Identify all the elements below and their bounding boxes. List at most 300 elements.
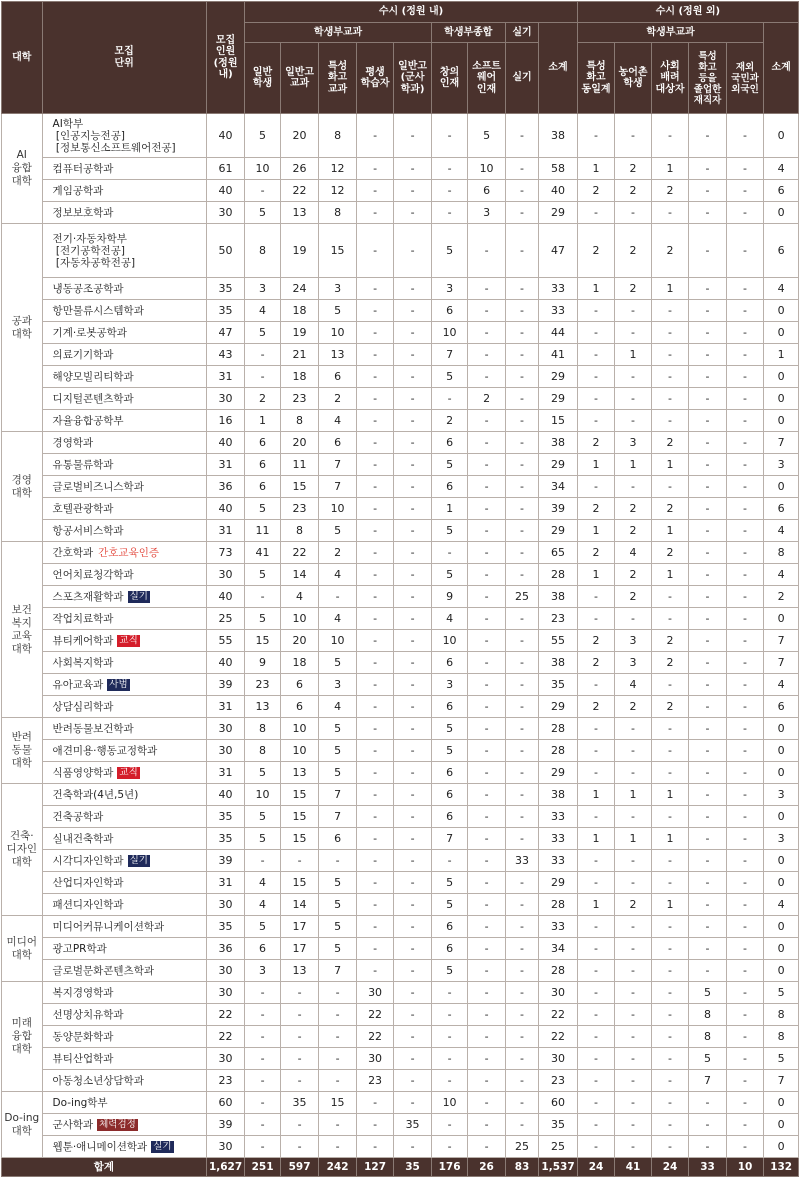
value-cell: -: [726, 542, 764, 564]
unit-badge: 실기: [129, 590, 148, 602]
value-cell: 6: [431, 652, 468, 674]
header-out-group: 수시 (정원 외): [577, 2, 798, 23]
value-cell: -: [689, 498, 727, 520]
unit-cell: [42, 498, 206, 520]
value-cell: -: [689, 608, 727, 630]
quota-cell: 60: [206, 1092, 245, 1114]
value-cell: -: [689, 762, 727, 784]
value-cell: -: [394, 344, 432, 366]
header-out-gyogwa: 학생부교과: [577, 23, 764, 43]
value-cell: -: [615, 916, 652, 938]
value-cell: -: [577, 740, 615, 762]
value-cell: -: [726, 608, 764, 630]
value-cell: -: [356, 1092, 394, 1114]
unit-name-line: 유아교육과 사범: [52, 678, 128, 691]
value-cell: 0: [764, 806, 799, 828]
value-cell: 35: [280, 1092, 319, 1114]
value-cell: 2: [577, 498, 615, 520]
value-cell: 23: [280, 388, 319, 410]
unit-name-line: 전기·자동차학부: [52, 232, 127, 245]
unit-name-line: 상담심리학과: [52, 700, 114, 713]
value-cell: 20: [280, 432, 319, 454]
value-cell: 5: [319, 520, 357, 542]
unit-name-line: 산업디자인학과: [52, 876, 124, 889]
quota-cell: 55: [206, 630, 245, 652]
value-cell: -: [689, 740, 727, 762]
unit-cell: [42, 872, 206, 894]
value-cell: -: [689, 542, 727, 564]
value-cell: -: [394, 432, 432, 454]
value-cell: -: [468, 344, 506, 366]
value-cell: -: [431, 1114, 468, 1136]
value-cell: -: [726, 180, 764, 202]
value-cell: 28: [539, 564, 578, 586]
value-cell: 8: [280, 520, 319, 542]
value-cell: 1: [651, 520, 689, 542]
unit-cell: [42, 432, 206, 454]
value-cell: 12: [319, 158, 357, 180]
value-cell: -: [394, 762, 432, 784]
value-cell: -: [689, 586, 727, 608]
quota-cell: 30: [206, 1048, 245, 1070]
value-cell: -: [651, 982, 689, 1004]
unit-cell: [42, 806, 206, 828]
value-cell: -: [356, 278, 394, 300]
quota-cell: 16: [206, 410, 245, 432]
value-cell: 26: [280, 158, 319, 180]
value-cell: -: [505, 180, 538, 202]
unit-name-line: [자동차공학전공]: [52, 256, 136, 269]
value-cell: 5: [431, 366, 468, 388]
value-cell: -: [245, 1092, 280, 1114]
value-cell: -: [651, 938, 689, 960]
value-cell: -: [577, 762, 615, 784]
value-cell: -: [394, 586, 432, 608]
value-cell: 2: [577, 224, 615, 278]
value-cell: -: [577, 916, 615, 938]
unit-cell: [42, 180, 206, 202]
total-quota: 1,627: [206, 1158, 245, 1177]
table-row: [2, 718, 799, 740]
value-cell: -: [356, 894, 394, 916]
value-cell: 5: [319, 894, 357, 916]
value-cell: 10: [319, 498, 357, 520]
value-cell: 3: [245, 278, 280, 300]
value-cell: 1: [615, 828, 652, 850]
value-cell: -: [651, 1070, 689, 1092]
quota-cell: 31: [206, 520, 245, 542]
header-col: 특성 화고 교과: [319, 43, 357, 114]
quota-cell: 31: [206, 762, 245, 784]
value-cell: -: [577, 410, 615, 432]
value-cell: -: [280, 1114, 319, 1136]
table-row: [2, 300, 799, 322]
value-cell: -: [356, 344, 394, 366]
value-cell: -: [726, 388, 764, 410]
value-cell: 1: [577, 158, 615, 180]
value-cell: -: [394, 960, 432, 982]
value-cell: -: [689, 432, 727, 454]
table-row: [2, 740, 799, 762]
value-cell: 22: [539, 1004, 578, 1026]
value-cell: 0: [764, 608, 799, 630]
value-cell: -: [689, 696, 727, 718]
value-cell: -: [505, 1048, 538, 1070]
value-cell: 8: [319, 114, 357, 158]
table-row: [2, 366, 799, 388]
header-col: 일반 학생: [245, 43, 280, 114]
value-cell: -: [394, 476, 432, 498]
table-row: [2, 520, 799, 542]
value-cell: 8: [245, 718, 280, 740]
value-cell: -: [689, 938, 727, 960]
unit-name-line: AI학부: [52, 117, 84, 130]
value-cell: -: [356, 740, 394, 762]
value-cell: -: [505, 894, 538, 916]
value-cell: -: [431, 1026, 468, 1048]
value-cell: 3: [615, 652, 652, 674]
value-cell: 4: [245, 300, 280, 322]
value-cell: -: [615, 608, 652, 630]
value-cell: 1: [615, 344, 652, 366]
unit-name-line: 뷰티산업학과: [52, 1052, 114, 1065]
value-cell: 33: [539, 806, 578, 828]
value-cell: 33: [505, 850, 538, 872]
value-cell: -: [689, 894, 727, 916]
value-cell: 4: [319, 410, 357, 432]
table-row: [2, 1070, 799, 1092]
value-cell: 5: [431, 520, 468, 542]
value-cell: -: [615, 762, 652, 784]
value-cell: 10: [280, 608, 319, 630]
value-cell: -: [651, 718, 689, 740]
value-cell: -: [615, 300, 652, 322]
value-cell: -: [356, 432, 394, 454]
value-cell: 7: [319, 454, 357, 476]
value-cell: -: [319, 1004, 357, 1026]
unit-name-line: 해양모빌리티학과: [52, 370, 134, 383]
value-cell: 10: [431, 1092, 468, 1114]
value-cell: 6: [431, 916, 468, 938]
unit-name-line: 사회복지학과: [52, 656, 114, 669]
quota-cell: 39: [206, 850, 245, 872]
value-cell: -: [615, 1136, 652, 1158]
value-cell: 1: [651, 784, 689, 806]
table-row: [2, 982, 799, 1004]
value-cell: 6: [245, 454, 280, 476]
table-row: [2, 894, 799, 916]
value-cell: 2: [651, 630, 689, 652]
value-cell: 19: [280, 322, 319, 344]
unit-cell: [42, 586, 206, 608]
value-cell: -: [468, 938, 506, 960]
value-cell: 1: [577, 278, 615, 300]
unit-name-line: 항공서비스학과: [52, 524, 124, 537]
value-cell: 2: [431, 410, 468, 432]
value-cell: 4: [764, 674, 799, 696]
value-cell: -: [394, 718, 432, 740]
value-cell: -: [651, 322, 689, 344]
unit-badge: 사범: [109, 678, 128, 690]
unit-cell: [42, 1092, 206, 1114]
value-cell: -: [505, 1026, 538, 1048]
value-cell: 12: [319, 180, 357, 202]
value-cell: 0: [764, 388, 799, 410]
value-cell: -: [577, 806, 615, 828]
value-cell: 4: [764, 278, 799, 300]
value-cell: 28: [539, 740, 578, 762]
value-cell: -: [726, 784, 764, 806]
value-cell: 2: [651, 224, 689, 278]
value-cell: -: [394, 674, 432, 696]
value-cell: 5: [245, 564, 280, 586]
value-cell: -: [356, 564, 394, 586]
value-cell: -: [468, 916, 506, 938]
value-cell: 6: [245, 938, 280, 960]
header-in-jonghap: 학생부종합: [431, 23, 505, 43]
value-cell: 2: [615, 158, 652, 180]
value-cell: -: [394, 564, 432, 586]
table-row: [2, 1026, 799, 1048]
value-cell: 18: [280, 366, 319, 388]
value-cell: -: [356, 410, 394, 432]
value-cell: 1: [577, 894, 615, 916]
value-cell: -: [468, 608, 506, 630]
value-cell: 6: [431, 432, 468, 454]
value-cell: -: [505, 938, 538, 960]
value-cell: 5: [245, 806, 280, 828]
value-cell: 4: [764, 564, 799, 586]
value-cell: 6: [319, 432, 357, 454]
value-cell: 0: [764, 476, 799, 498]
unit-name-line: 선명상치유학과: [52, 1008, 124, 1021]
college-name: 경영 대학: [2, 432, 43, 542]
table-row: [2, 1136, 799, 1158]
value-cell: 0: [764, 762, 799, 784]
value-cell: -: [505, 476, 538, 498]
unit-cell: [42, 454, 206, 476]
value-cell: -: [356, 850, 394, 872]
value-cell: -: [577, 344, 615, 366]
value-cell: 0: [764, 322, 799, 344]
value-cell: 23: [356, 1070, 394, 1092]
value-cell: -: [505, 916, 538, 938]
value-cell: 2: [651, 652, 689, 674]
value-cell: -: [505, 114, 538, 158]
value-cell: -: [468, 762, 506, 784]
unit-name-line: 의료기기학과: [52, 348, 114, 361]
value-cell: -: [319, 1048, 357, 1070]
value-cell: 6: [319, 366, 357, 388]
unit-name-line: [전기공학전공]: [52, 244, 125, 257]
table-row: [2, 938, 799, 960]
value-cell: -: [689, 784, 727, 806]
value-cell: 0: [764, 960, 799, 982]
value-cell: -: [689, 960, 727, 982]
value-cell: -: [356, 630, 394, 652]
header-col: 특성 화고 등을 졸업한 재직자: [689, 43, 727, 114]
total-value: 176: [431, 1158, 468, 1177]
table-row: [2, 344, 799, 366]
quota-cell: 30: [206, 960, 245, 982]
value-cell: -: [280, 850, 319, 872]
value-cell: -: [394, 300, 432, 322]
header-quota: 모집 인원 (정원내): [206, 2, 245, 114]
value-cell: 4: [764, 894, 799, 916]
value-cell: 3: [245, 960, 280, 982]
unit-name-line: 간호학과 간호교육인증: [52, 546, 159, 559]
value-cell: 2: [577, 652, 615, 674]
value-cell: 10: [280, 740, 319, 762]
table-row: [2, 960, 799, 982]
value-cell: -: [689, 718, 727, 740]
value-cell: 38: [539, 432, 578, 454]
value-cell: -: [431, 850, 468, 872]
quota-cell: 30: [206, 718, 245, 740]
value-cell: -: [726, 586, 764, 608]
value-cell: 10: [280, 718, 319, 740]
value-cell: -: [245, 586, 280, 608]
quota-cell: 31: [206, 696, 245, 718]
value-cell: -: [394, 454, 432, 476]
unit-name-line: 경영학과: [52, 436, 94, 449]
value-cell: -: [577, 476, 615, 498]
total-value: 127: [356, 1158, 394, 1177]
unit-cell: [42, 608, 206, 630]
value-cell: -: [319, 1070, 357, 1092]
quota-cell: 40: [206, 586, 245, 608]
value-cell: 23: [245, 674, 280, 696]
value-cell: 38: [539, 784, 578, 806]
unit-cell: [42, 850, 206, 872]
table-row: [2, 542, 799, 564]
value-cell: 8: [245, 224, 280, 278]
value-cell: 3: [615, 630, 652, 652]
value-cell: -: [577, 1092, 615, 1114]
quota-cell: 35: [206, 916, 245, 938]
value-cell: 2: [651, 696, 689, 718]
quota-cell: 40: [206, 652, 245, 674]
value-cell: 58: [539, 158, 578, 180]
value-cell: -: [726, 872, 764, 894]
value-cell: 5: [431, 718, 468, 740]
value-cell: 38: [539, 586, 578, 608]
value-cell: 4: [764, 158, 799, 180]
value-cell: -: [689, 916, 727, 938]
value-cell: -: [431, 542, 468, 564]
quota-cell: 40: [206, 498, 245, 520]
quota-cell: 30: [206, 564, 245, 586]
unit-name-line: Do-ing학부: [52, 1096, 108, 1109]
header-col: 일반고 (군사 학과): [394, 43, 432, 114]
quota-cell: 30: [206, 894, 245, 916]
value-cell: 2: [651, 180, 689, 202]
table-header: [2, 2, 799, 114]
value-cell: -: [394, 696, 432, 718]
value-cell: -: [689, 850, 727, 872]
table-row: [2, 916, 799, 938]
value-cell: -: [394, 652, 432, 674]
value-cell: -: [726, 740, 764, 762]
value-cell: -: [245, 982, 280, 1004]
value-cell: -: [577, 202, 615, 224]
value-cell: -: [468, 564, 506, 586]
college-name: 공과 대학: [2, 224, 43, 432]
value-cell: 44: [539, 322, 578, 344]
unit-cell: [42, 1026, 206, 1048]
value-cell: 10: [245, 784, 280, 806]
unit-name-line: 뷰티케어학과 교직: [52, 634, 138, 647]
value-cell: -: [615, 366, 652, 388]
value-cell: -: [468, 542, 506, 564]
value-cell: -: [615, 322, 652, 344]
value-cell: -: [394, 520, 432, 542]
quota-cell: 39: [206, 674, 245, 696]
value-cell: 7: [431, 828, 468, 850]
value-cell: 5: [431, 960, 468, 982]
unit-name-line: 정보보호학과: [52, 206, 114, 219]
value-cell: -: [577, 1114, 615, 1136]
table-row: [2, 696, 799, 718]
table-row: [2, 784, 799, 806]
table-row: [2, 762, 799, 784]
value-cell: 5: [319, 740, 357, 762]
table-row: [2, 454, 799, 476]
value-cell: 4: [319, 608, 357, 630]
value-cell: -: [651, 762, 689, 784]
value-cell: 4: [319, 696, 357, 718]
quota-cell: 73: [206, 542, 245, 564]
value-cell: -: [468, 498, 506, 520]
value-cell: -: [615, 202, 652, 224]
unit-cell: [42, 674, 206, 696]
unit-cell: [42, 202, 206, 224]
value-cell: 6: [431, 938, 468, 960]
admissions-table: [1, 1, 799, 1177]
value-cell: -: [726, 476, 764, 498]
value-cell: 5: [245, 114, 280, 158]
unit-cell: [42, 1136, 206, 1158]
value-cell: -: [356, 828, 394, 850]
value-cell: -: [356, 916, 394, 938]
value-cell: 7: [319, 784, 357, 806]
value-cell: -: [356, 652, 394, 674]
unit-badge: 교직: [119, 766, 138, 778]
unit-name-line: 실내건축학과: [52, 832, 114, 845]
value-cell: 1: [615, 454, 652, 476]
unit-name-line: 군사학과 체력검정: [52, 1118, 136, 1131]
unit-cell: [42, 916, 206, 938]
value-cell: 13: [319, 344, 357, 366]
value-cell: -: [726, 202, 764, 224]
value-cell: -: [651, 674, 689, 696]
value-cell: -: [505, 982, 538, 1004]
value-cell: -: [468, 960, 506, 982]
value-cell: -: [577, 322, 615, 344]
header-col: 일반고 교과: [280, 43, 319, 114]
value-cell: 3: [319, 674, 357, 696]
value-cell: -: [505, 388, 538, 410]
value-cell: -: [468, 278, 506, 300]
value-cell: 2: [615, 498, 652, 520]
value-cell: -: [394, 916, 432, 938]
value-cell: 1: [431, 498, 468, 520]
value-cell: -: [689, 1092, 727, 1114]
value-cell: -: [689, 1114, 727, 1136]
table-row: [2, 180, 799, 202]
value-cell: 6: [319, 828, 357, 850]
value-cell: -: [689, 158, 727, 180]
